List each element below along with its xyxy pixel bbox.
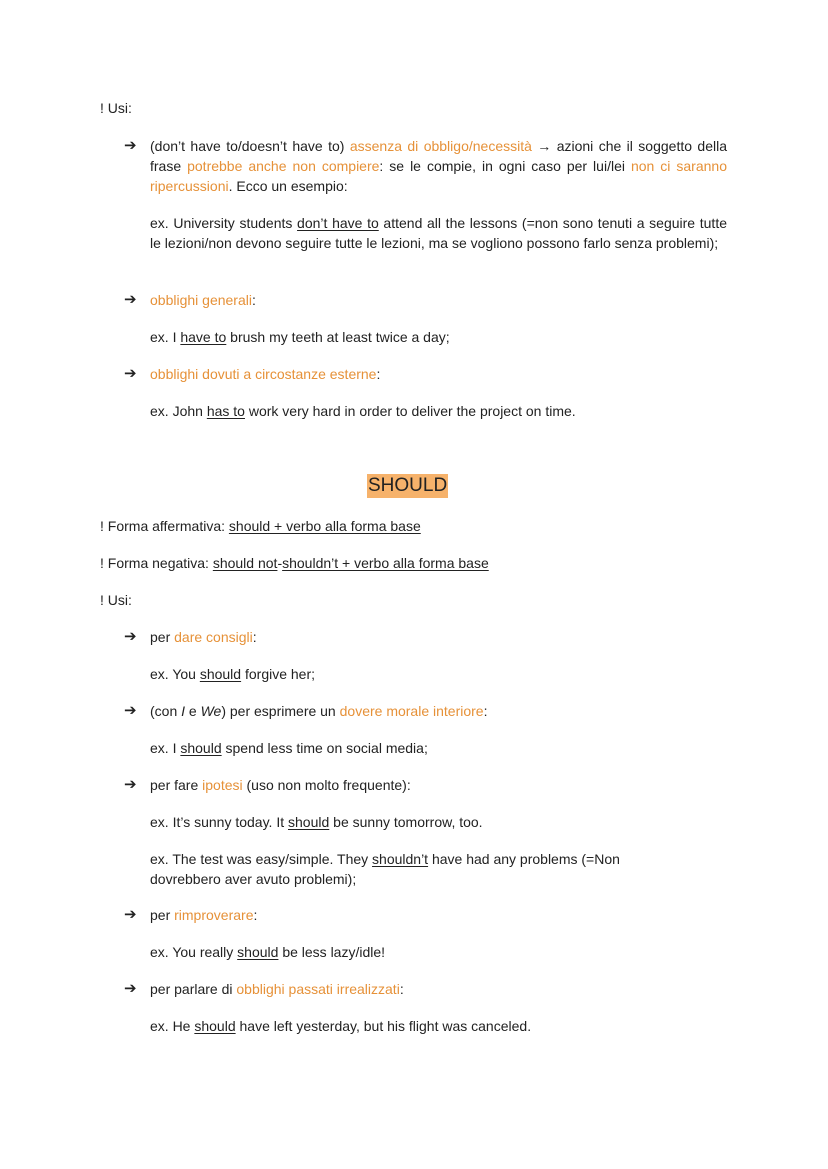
bullet-obblighi-generali: obblighi generali: bbox=[150, 292, 256, 308]
forma-affermativa: ! Forma affermativa: should + verbo alla forma base bbox=[100, 518, 421, 534]
example-dont-have-to: ex. University students don’t have to attend all the lessons (=non sono tenuti a seguire tutte le lezioni/non devono seguire tutte le lezioni, ma se vogliono possono farlo senza problemi); bbox=[150, 215, 727, 251]
bullet-dont-have-to: (don’t have to/doesn’t have to) assenza di obbligo/necessità → azioni che il soggetto della frase potrebbe anche non compiere: se le compie, in ogni caso per lui/lei non ci saranno ripercussioni. Ecco un esempio: bbox=[150, 138, 728, 194]
forma-negativa: ! Forma negativa: should not-shouldn’t + verbo alla forma base bbox=[100, 555, 489, 571]
section-heading-should: SHOULD bbox=[368, 475, 448, 496]
example-forgive: ex. You should forgive her; bbox=[150, 666, 316, 682]
bullet-ipotesi: per fare ipotesi (uso non molto frequente): bbox=[150, 777, 411, 793]
usi-label-1: ! Usi: bbox=[100, 100, 132, 116]
bullet-dovere-morale: (con I e We) per esprimere un dovere morale interiore: bbox=[150, 703, 488, 719]
arrow-icon: ➔ bbox=[124, 137, 137, 154]
arrow-icon: ➔ bbox=[124, 628, 137, 645]
bullet-rimproverare: per rimproverare: bbox=[150, 907, 258, 923]
example-sunny: ex. It’s sunny today. It should be sunny tomorrow, too. bbox=[150, 814, 483, 830]
arrow-icon: ➔ bbox=[124, 291, 137, 308]
bullet-obblighi-passati: per parlare di obblighi passati irrealizzati: bbox=[150, 981, 404, 997]
arrow-icon: ➔ bbox=[124, 365, 137, 382]
example-have-to: ex. I have to brush my teeth at least twice a day; bbox=[150, 329, 450, 345]
example-has-to: ex. John has to work very hard in order to deliver the project on time. bbox=[150, 403, 576, 419]
example-social-media: ex. I should spend less time on social media; bbox=[150, 740, 428, 756]
arrow-icon: ➔ bbox=[124, 702, 137, 719]
arrow-icon: ➔ bbox=[124, 906, 137, 923]
example-flight: ex. He should have left yesterday, but his flight was canceled. bbox=[150, 1018, 532, 1034]
usi-label-2: ! Usi: bbox=[100, 592, 132, 608]
arrow-icon: ➔ bbox=[124, 980, 137, 997]
example-lazy: ex. You really should be less lazy/idle! bbox=[150, 944, 386, 960]
arrow-icon: ➔ bbox=[124, 776, 137, 793]
example-test: ex. The test was easy/simple. They shouldn’t have had any problems (=Non dovrebbero aver avuto problemi); bbox=[150, 851, 620, 887]
bullet-obblighi-circostanze: obblighi dovuti a circostanze esterne: bbox=[150, 366, 381, 382]
bullet-dare-consigli: per dare consigli: bbox=[150, 629, 257, 645]
